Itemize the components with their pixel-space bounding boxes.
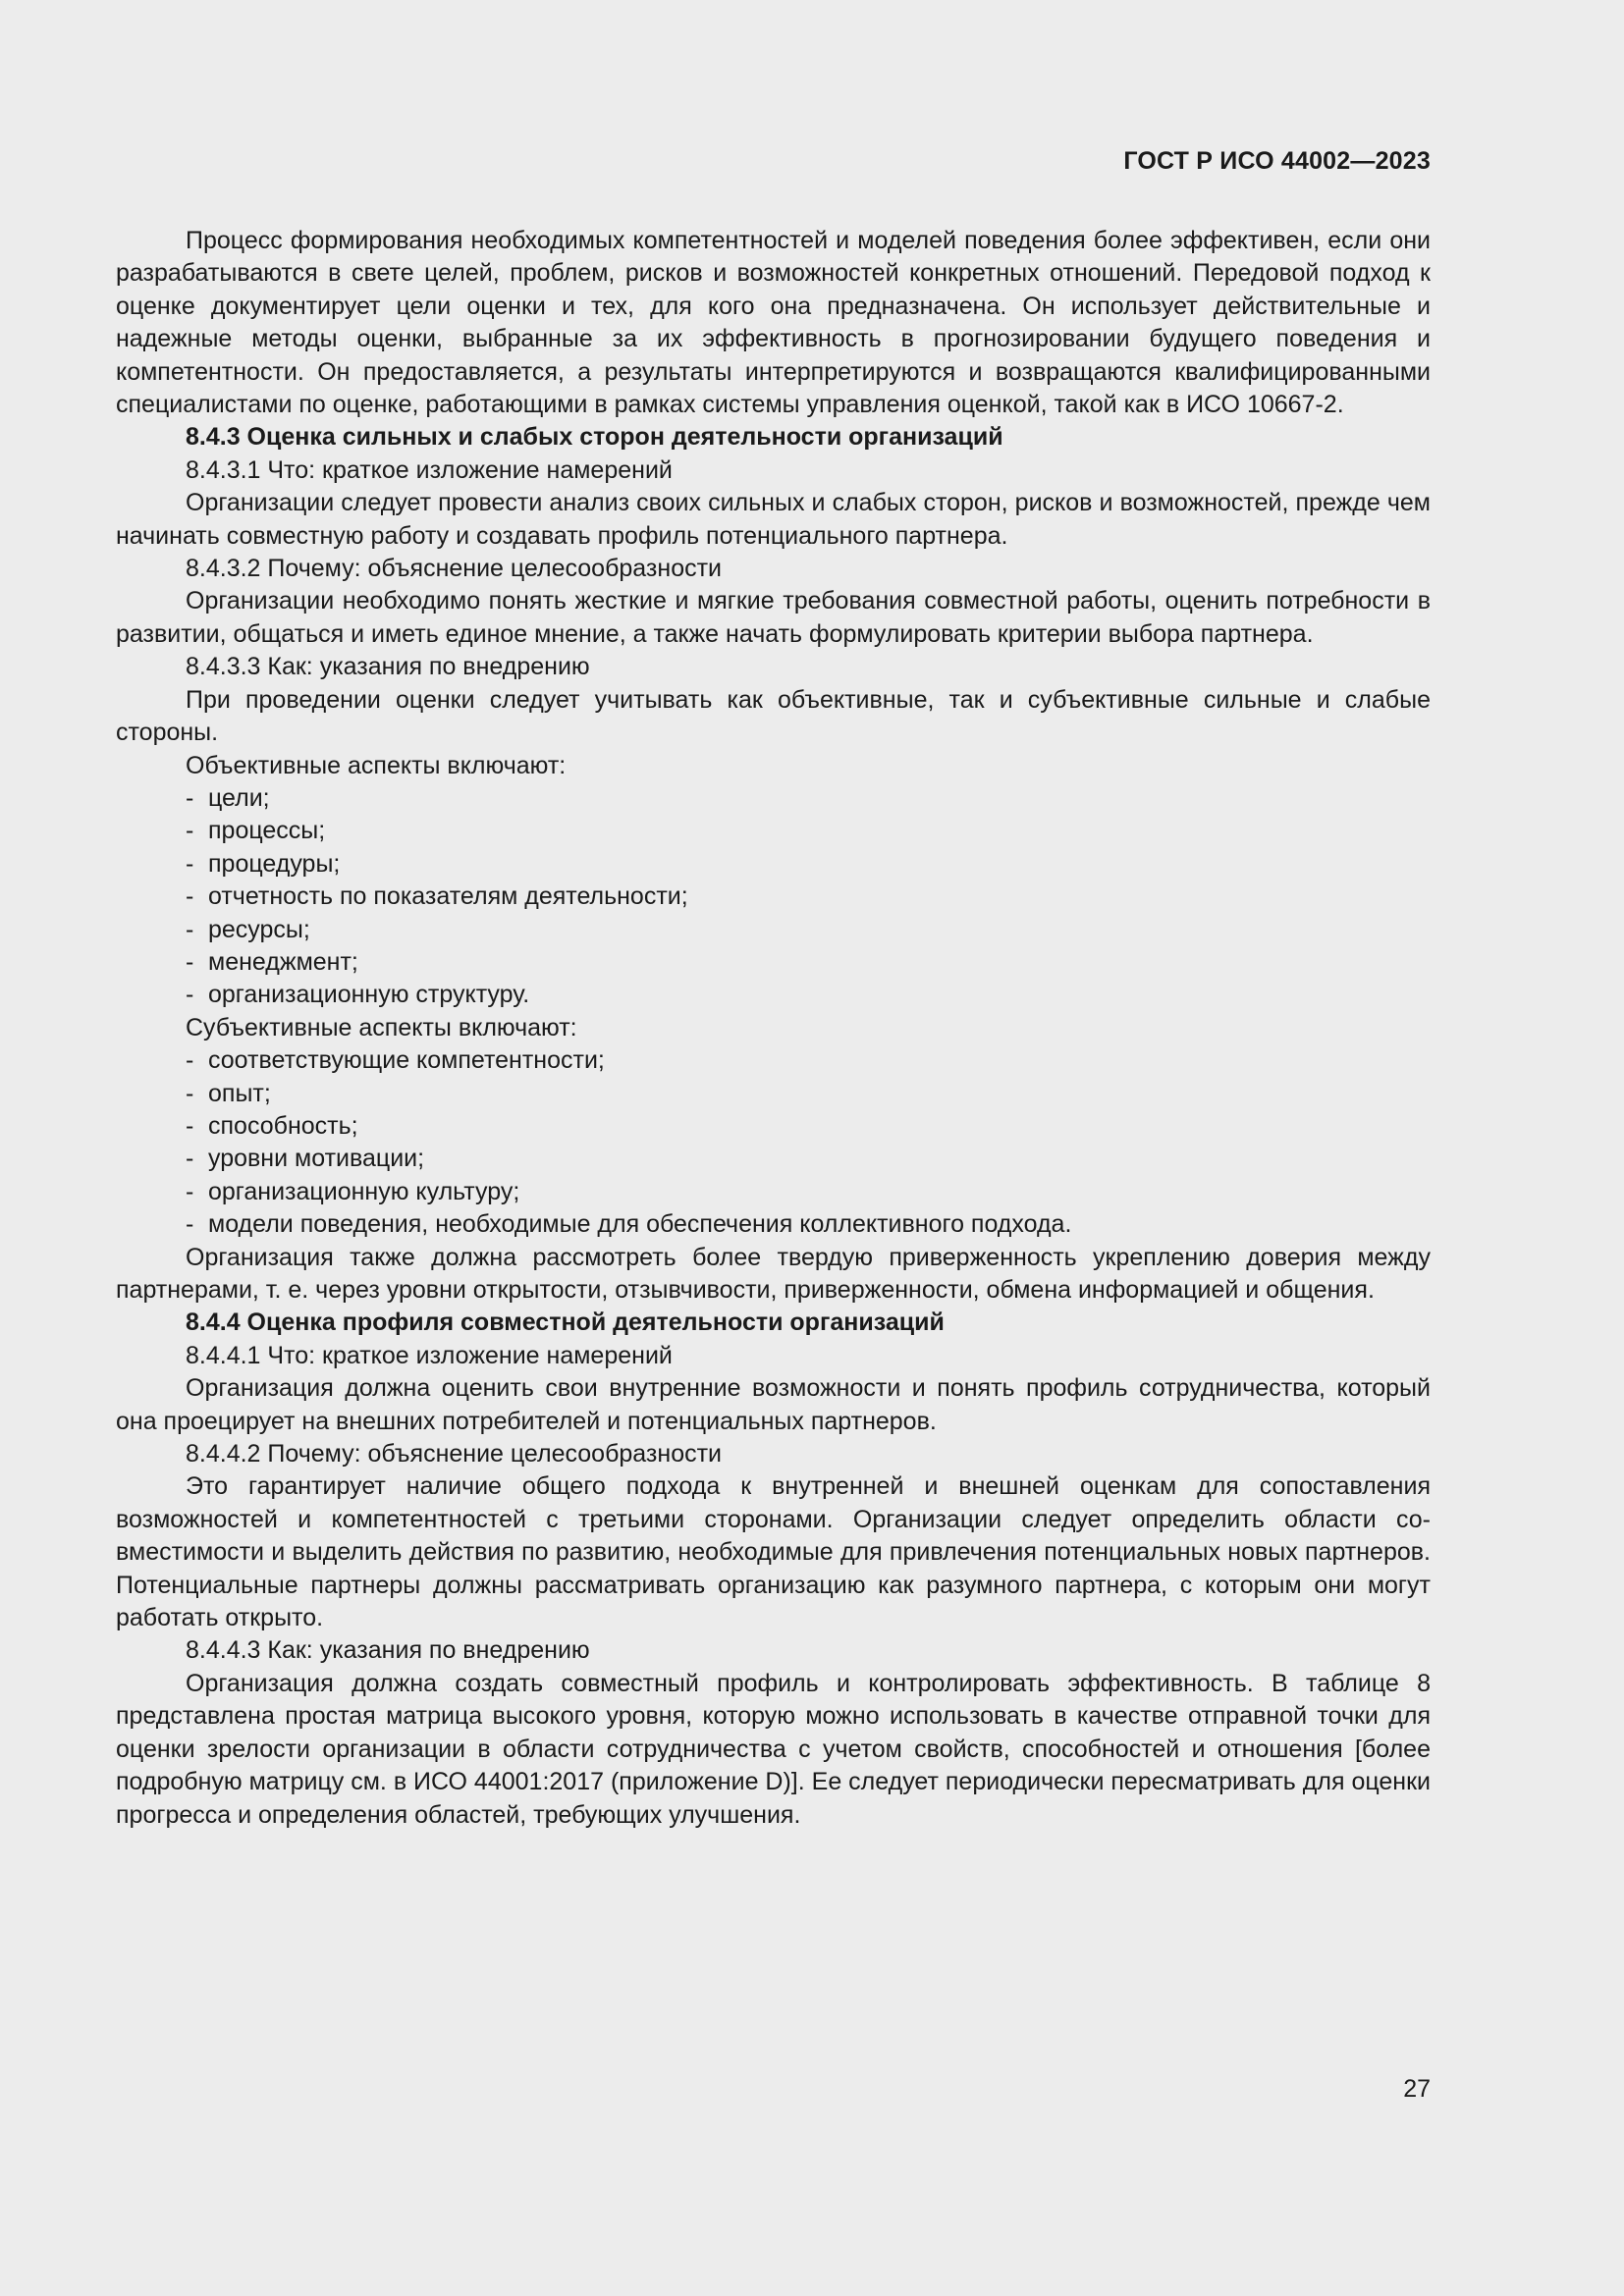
list-item — [116, 782, 1431, 815]
list-dash: - — [186, 1210, 194, 1239]
list-dash: - — [186, 817, 194, 845]
subsection-title: 8.4.3.3 Как: указания по внедрению — [186, 653, 590, 681]
list-intro: Субъективные аспекты включают: — [186, 1013, 577, 1041]
page-number: 27 — [1403, 2075, 1431, 2103]
list-dash: - — [186, 849, 194, 878]
list-item-text: уровни мотивации; — [208, 1145, 425, 1173]
list-item — [116, 848, 1431, 881]
list-item-text: организационную культуру; — [208, 1177, 520, 1205]
list-item — [116, 815, 1431, 847]
list-item-text: способность; — [208, 1111, 358, 1140]
list-item — [116, 881, 1431, 913]
paragraph: Организация должна оценить свои внутренние возможности и понять профиль сотрудничества, который она проецирует на внешних потребителей и потенциальных партнеров. — [116, 1374, 1431, 1435]
list-dash: - — [186, 1145, 194, 1173]
list-item — [116, 1143, 1431, 1175]
list-item-text: организационную структуру. — [208, 981, 530, 1009]
subsection-title: 8.4.4.2 Почему: объяснение целесообразности — [186, 1440, 723, 1468]
list-item-text: отчетность по показателям деятельности; — [208, 882, 688, 911]
list-dash: - — [186, 915, 194, 943]
list-item — [116, 946, 1431, 979]
document-body — [116, 225, 1431, 1832]
list-item — [116, 1044, 1431, 1077]
list-dash: - — [186, 1177, 194, 1205]
list-dash: - — [186, 981, 194, 1009]
paragraph: Организации следует провести анализ своих сильных и слабых сторон, рисков и возможностей, прежде чем начинать совместную работу и создавать профиль потенциального партнера. — [116, 489, 1431, 550]
list-intro: Объективные аспекты включают: — [186, 751, 567, 779]
paragraph: При проведении оценки следует учитывать как объективные, так и субъективные сильные и слабые стороны. — [116, 685, 1431, 747]
subsection-title: 8.4.3.1 Что: краткое изложение намерений — [186, 455, 673, 484]
list-dash: - — [186, 783, 194, 812]
subsection-title: 8.4.4.3 Как: указания по внедрению — [186, 1636, 590, 1665]
paragraph: Организации необходимо понять жесткие и мягкие требования совместной работы, оценить потребности в развитии, общаться и иметь единое мнение, а также начать формулировать критерии выбора партнера. — [116, 587, 1431, 648]
paragraph: Это гарантирует наличие общего подхода к внутренней и внешней оценкам для сопоставления возможностей и компетентностей с третьими сторонами. Организации следует определить области совместимости и выделить действия по развитию, необходимые для привлечения потенциальных новых партнеров. Потенциальные партнеры должны рассматривать организацию как разумного партнера, с которым они могут работать открыто. — [116, 1472, 1431, 1632]
list-dash: - — [186, 1111, 194, 1140]
section-heading: 8.4.3 Оценка сильных и слабых сторон деятельности организаций — [186, 423, 1003, 452]
list-item — [116, 1078, 1431, 1110]
list-item — [116, 1208, 1431, 1241]
list-dash: - — [186, 1079, 194, 1107]
list-item — [116, 914, 1431, 946]
list-item-text: опыт; — [208, 1079, 271, 1107]
list-item — [116, 1176, 1431, 1208]
list-item — [116, 979, 1431, 1011]
list-item-text: модели поведения, необходимые для обеспечения коллективного подхода. — [208, 1210, 1072, 1239]
list-item-text: менеджмент; — [208, 947, 358, 976]
list-item-text: соответствующие компетентности; — [208, 1046, 605, 1075]
subsection-title: 8.4.4.1 Что: краткое изложение намерений — [186, 1341, 673, 1369]
list-dash: - — [186, 947, 194, 976]
subsection-title: 8.4.3.2 Почему: объяснение целесообразности — [186, 555, 723, 583]
paragraph: Процесс формирования необходимых компетентностей и моделей поведения более эффективен, если они разрабатываются в свете целей, проблем, рисков и возможностей конкретных отношений. Передовой подход к оценке документирует цели оценки и тех, для кого она предназначена. Он использует действительные и надежные методы оценки, выбранные за их эффективность в прогнозировании будущего поведения и компетентности. Он предоставляется, а результаты интерпретируются и возвращаются квалифицированными специалистами по оценке, работающими в рамках системы управления оценкой, такой как в ИСО 10667-2. — [116, 227, 1431, 419]
list-item-text: процедуры; — [208, 849, 341, 878]
section-heading: 8.4.4 Оценка профиля совместной деятельности организаций — [186, 1308, 945, 1337]
list-item-text: процессы; — [208, 817, 326, 845]
document-header: ГОСТ Р ИСО 44002—2023 — [1123, 147, 1431, 175]
list-item-text: цели; — [208, 783, 270, 812]
list-dash: - — [186, 882, 194, 911]
list-dash: - — [186, 1046, 194, 1075]
list-item — [116, 1110, 1431, 1143]
list-item-text: ресурсы; — [208, 915, 310, 943]
paragraph: Организация должна создать совместный профиль и контролировать эффективность. В таблице 8 представлена простая матрица высокого уровня, которую можно использовать в качестве отправной точки для оценки зрелости организации в области сотрудничества с учетом свойств, способностей и отношения [более подробную матрицу см. в ИСО 44001:2017 (приложение D)]. Ее следует периодически пересматривать для оценки прогресса и определения областей, требующих улучшения. — [116, 1669, 1431, 1829]
paragraph: Организация также должна рассмотреть более твердую приверженность укреплению доверия между партнерами, т. е. через уровни открытости, отзывчивости, приверженности, обмена информацией и общения. — [116, 1243, 1431, 1304]
